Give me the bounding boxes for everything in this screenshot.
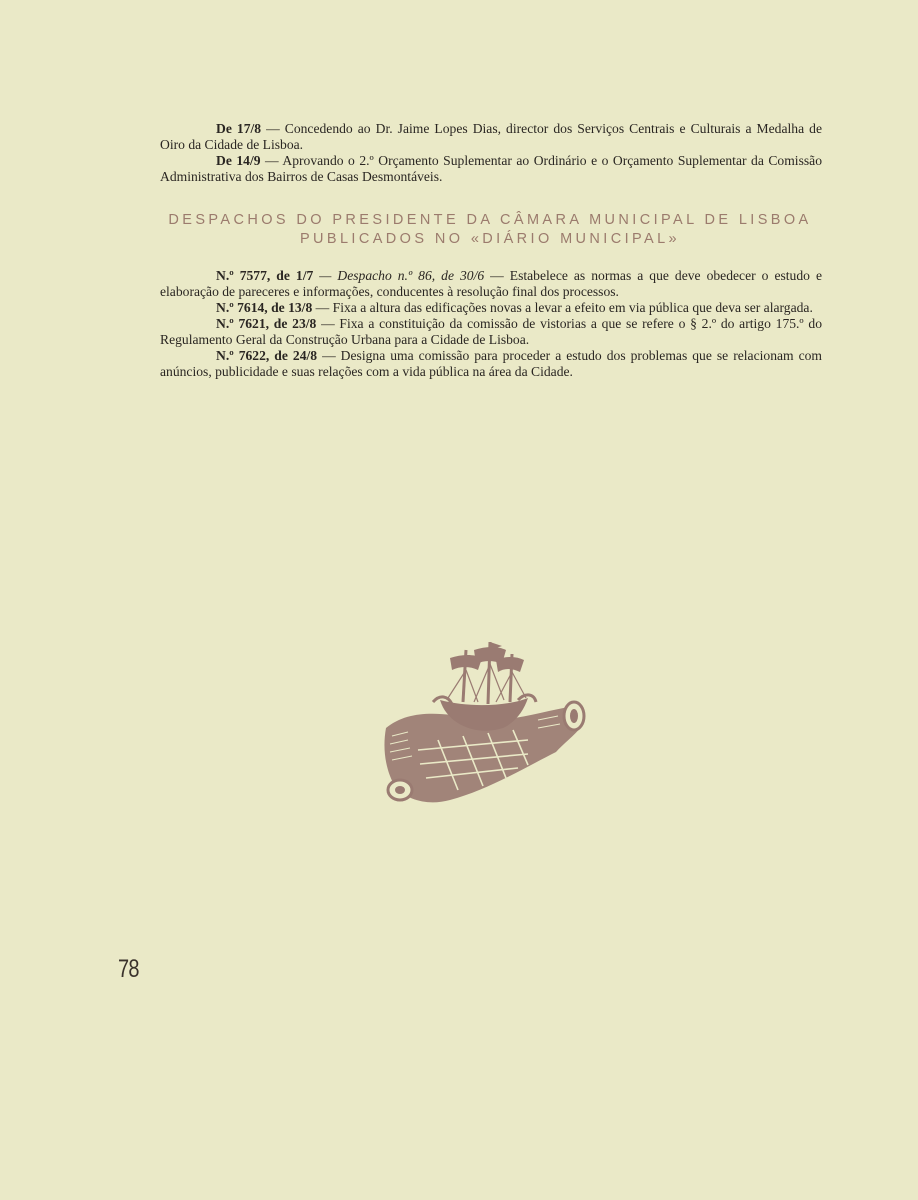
- despacho-entry-1: [160, 268, 822, 300]
- decision-entry-1: [160, 121, 822, 153]
- despacho-entry-2: [160, 300, 822, 316]
- ship-on-scroll-vignette-icon: [378, 640, 588, 810]
- decision-date-2: De 14/9: [216, 153, 261, 168]
- despacho-number-1: N.º 7577, de 1/7: [216, 268, 314, 283]
- despacho-entry-4: [160, 348, 822, 380]
- despacho-number-4: N.º 7622, de 24/8: [216, 348, 318, 363]
- section-heading-line2: PUBLICADOS NO «DIÁRIO MUNICIPAL»: [299, 231, 681, 247]
- despacho-number-3: N.º 7621, de 23/8: [216, 316, 317, 331]
- despacho-text-2: — Fixa a altura das edificações novas a levar a efeito em via pública que deva ser alargada.: [312, 300, 813, 315]
- decision-text-2: — Aprovando o 2.º Orçamento Suplementar ao Ordinário e o Orçamento Suplementar da Comissão Administrativa dos Bairros de Casas Desmontáveis.: [160, 153, 822, 184]
- page-number: 78: [118, 955, 139, 983]
- despacho-text-4: — Designa uma comissão para proceder a estudo dos problemas que se relacionam com anúncios, publicidade e suas relações com a vida pública na área da Cidade.: [160, 348, 823, 379]
- section-heading-line1: DESPACHOS DO PRESIDENTE DA CÂMARA MUNICIPAL DE LISBOA: [168, 212, 812, 228]
- decision-text-1: — Concedendo ao Dr. Jaime Lopes Dias, director dos Serviços Centrais e Culturais a Medalha de Oiro da Cidade de Lisboa.: [160, 121, 822, 152]
- despacho-text-3: — Fixa a constituição da comissão de vistorias a que se refere o § 2.º do artigo 175.º do Regulamento Geral da Construção Urbana para a Cidade de Lisboa.: [160, 316, 822, 347]
- decision-entry-2: [160, 153, 822, 185]
- despachos-block: [160, 268, 822, 380]
- despacho-number-2: N.º 7614, de 13/8: [216, 300, 313, 315]
- decision-date-1: De 17/8: [216, 121, 262, 136]
- despacho-reference-1: — Despacho n.º 86, de 30/6: [313, 268, 485, 283]
- decisions-block: [160, 121, 822, 185]
- despacho-text-1: — Estabelece as normas a que deve obedecer o estudo e elaboração de pareceres e informações, conducentes à resolução final dos processos.: [160, 268, 822, 299]
- despacho-entry-3: [160, 316, 822, 348]
